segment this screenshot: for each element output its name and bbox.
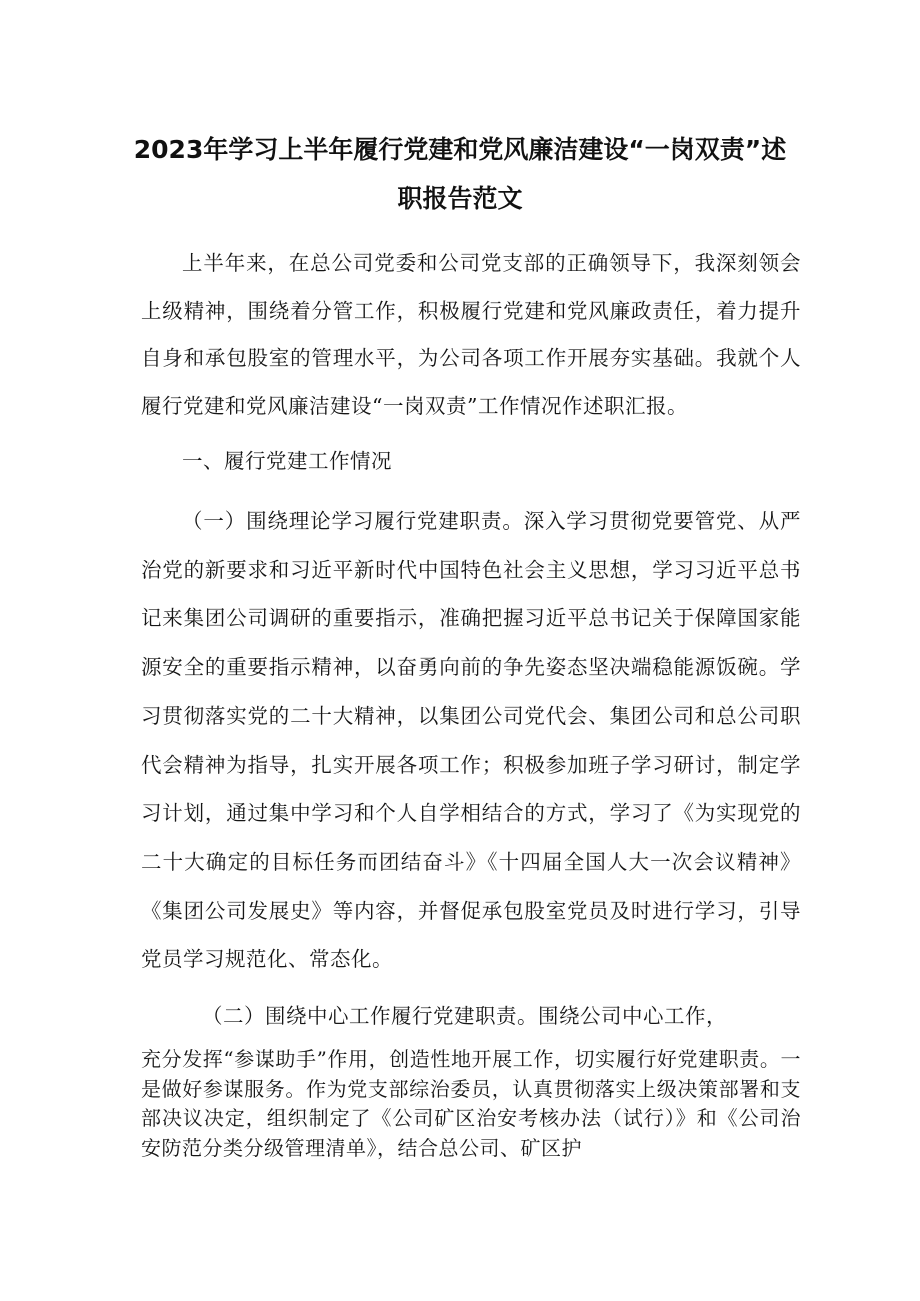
section-heading-1: 一、履行党建工作情况 [182,449,392,473]
subsection-2-body: 充分发挥“参谋助手”作用，创造性地开展工作，切实履行好党建职责。一是做好参谋服务。作为党支部综治委员，认真贯彻落实上级决策部署和支部决议决定，组织制定了《公司矿区治安考核办法（试行）》和《公司治安防范分类分级管理清单》，结合总公司、矿区护 [141,1047,801,1160]
subsection-2-heading: （二）围绕中心工作履行党建职责。围绕公司中心工作， [202,1004,727,1028]
subsection-1-paragraph: （一）围绕理论学习履行党建职责。深入学习贯彻党要管党、从严治党的新要求和习近平新时代中国特色社会主义思想，学习习近平总书记来集团公司调研的重要指示，准确把握习近平总书记关于保障国家能源安全的重要指示精神，以奋勇向前的争先姿态坚决端稳能源饭碗。学习贯彻落实党的二十大精神，以集团公司党代会、集团公司和总公司职代会精神为指导，扎实开展各项工作；积极参加班子学习研讨，制定学习计划，通过集中学习和个人自学相结合的方式，学习了《为实现党的二十大确定的目标任务而团结奋斗》《十四届全国人大一次会议精神》《集团公司发展史》等内容，并督促承包股室党员及时进行学习，引导党员学习规范化、常态化。 [141,509,801,972]
intro-paragraph: 上半年来，在总公司党委和公司党支部的正确领导下，我深刻领会上级精神，围绕着分管工作，积极履行党建和党风廉政责任，着力提升自身和承包股室的管理水平，为公司各项工作开展夯实基础。我就个人履行党建和党风廉洁建设“一岗双责”工作情况作述职汇报。 [141,251,801,418]
document-title-line-1: 2023年学习上半年履行党建和党风廉洁建设“一岗双责”述 [133,135,787,164]
document-title-line-2: 职报告范文 [397,184,523,213]
